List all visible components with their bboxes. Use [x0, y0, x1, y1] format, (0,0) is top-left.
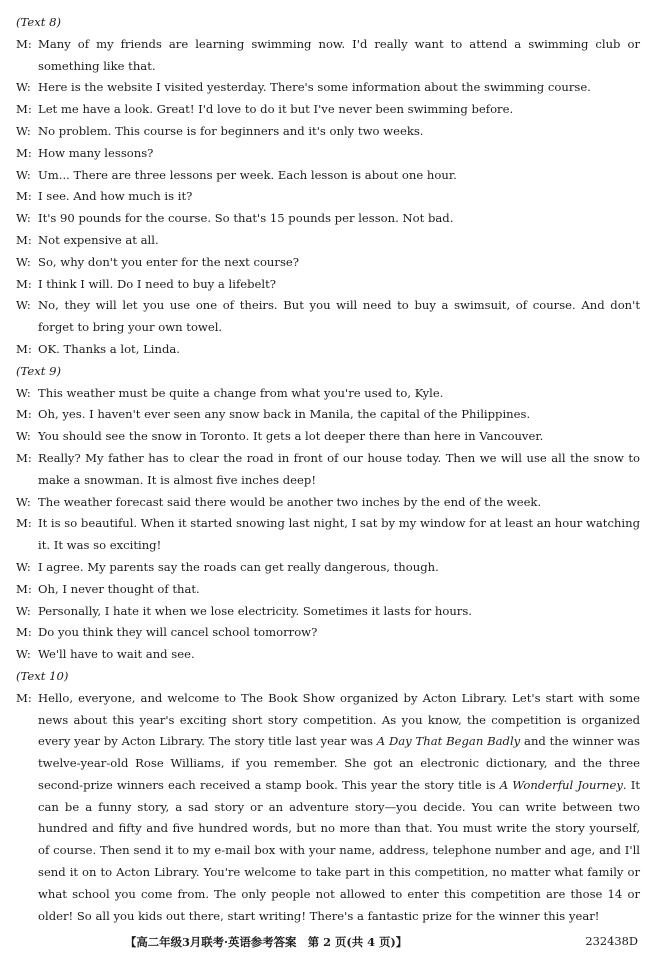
- dialogue-line: [16, 339, 640, 361]
- dialogue-text: This weather must be quite a change from what you're used to, Kyle.: [38, 385, 444, 400]
- dialogue-text: I see. And how much is it?: [38, 189, 193, 204]
- story-title-this-year: A Wonderful Journey: [499, 777, 623, 792]
- dialogue-line: [16, 383, 640, 405]
- dialogue-line: [16, 165, 640, 187]
- dialogue-line: [16, 121, 640, 143]
- speaker-label: M:: [16, 276, 32, 291]
- dialogue-line: [16, 557, 640, 579]
- speaker-label: M:: [16, 145, 32, 160]
- dialogue-line: [16, 448, 640, 492]
- speaker-label: W:: [16, 167, 31, 182]
- dialogue-line: [16, 230, 640, 252]
- speaker-label: M:: [16, 232, 32, 247]
- dialogue-text-8: [16, 34, 640, 361]
- dialogue-line: [16, 601, 640, 623]
- dialogue-line: [16, 208, 640, 230]
- section-label-text-8: (Text 8): [16, 15, 61, 29]
- dialogue-text: No, they will let you use one of theirs. But you will need to buy a swimsuit, of course. And don't forget to bring your own towel.: [38, 298, 640, 335]
- speaker-label: W:: [16, 494, 31, 509]
- speaker-label: W:: [16, 429, 31, 444]
- speaker-label: M:: [16, 581, 32, 596]
- speaker-label: M:: [16, 625, 32, 640]
- speaker-label: W:: [16, 603, 31, 618]
- dialogue-text: Personally, I hate it when we lose electricity. Sometimes it lasts for hours.: [38, 603, 472, 618]
- speaker-label: M:: [16, 450, 32, 465]
- section-label-text-10: (Text 10): [16, 668, 69, 683]
- speaker-label: W:: [16, 385, 31, 400]
- dialogue-line: [16, 143, 640, 165]
- speaker-label: M:: [16, 189, 32, 204]
- dialogue-text: The weather forecast said there would be another two inches by the end of the week.: [38, 494, 542, 509]
- monologue-line: [16, 688, 640, 928]
- dialogue-line: [16, 426, 640, 448]
- dialogue-line: [16, 492, 640, 514]
- dialogue-text: I think I will. Do I need to buy a lifebelt?: [38, 276, 276, 291]
- dialogue-line: [16, 295, 640, 339]
- footer-title: 【高二年级3月联考·英语参考答案 第 2 页(共 4 页)】: [125, 935, 408, 949]
- story-title-last-year: A Day That Began Badly: [376, 734, 521, 749]
- monologue-part: Hello, everyone, and welcome to The Book Show organized by Acton Library. Let's start with some news about this year's exciting short story competition. As you know, the competition is organized every year by Acton Library. The story title last year was: [38, 690, 640, 749]
- speaker-label: W:: [16, 123, 31, 138]
- speaker-label: M:: [16, 407, 32, 422]
- dialogue-line: [16, 579, 640, 601]
- footer-code: 232438D: [585, 934, 638, 948]
- dialogue-text: Many of my friends are learning swimming now. I'd really want to attend a swimming club or something like that.: [38, 36, 640, 73]
- dialogue-text: How many lessons?: [38, 145, 154, 160]
- dialogue-text: OK. Thanks a lot, Linda.: [38, 341, 180, 356]
- section-label-text-9: (Text 9): [16, 363, 61, 378]
- dialogue-text: It's 90 pounds for the course. So that's 15 pounds per lesson. Not bad.: [38, 211, 454, 226]
- speaker-label: M:: [16, 516, 32, 531]
- dialogue-text: Really? My father has to clear the road in front of our house today. Then we will use all the snow to make a snowman. It is almost five inches deep!: [38, 450, 640, 487]
- dialogue-text: Oh, yes. I haven't ever seen any snow back in Manila, the capital of the Philippines.: [38, 407, 531, 422]
- dialogue-line: [16, 513, 640, 557]
- dialogue-line: [16, 186, 640, 208]
- dialogue-line: [16, 34, 640, 78]
- dialogue-text: I agree. My parents say the roads can get really dangerous, though.: [38, 559, 439, 574]
- dialogue-line: [16, 252, 640, 274]
- dialogue-text: Let me have a look. Great! I'd love to do it but I've never been swimming before.: [38, 102, 514, 117]
- speaker-label: M:: [16, 690, 32, 705]
- dialogue-text: No problem. This course is for beginners and it's only two weeks.: [38, 123, 424, 138]
- dialogue-line: [16, 404, 640, 426]
- transcript-content: [16, 12, 640, 927]
- dialogue-text: Not expensive at all.: [38, 232, 159, 247]
- speaker-label: M:: [16, 341, 32, 356]
- speaker-label: W:: [16, 80, 31, 95]
- monologue-text: [38, 688, 640, 928]
- speaker-label: W:: [16, 559, 31, 574]
- dialogue-text-9: [16, 383, 640, 666]
- dialogue-line: [16, 77, 640, 99]
- dialogue-text: You should see the snow in Toronto. It gets a lot deeper there than here in Vancouver.: [38, 429, 544, 444]
- dialogue-text: It is so beautiful. When it started snowing last night, I sat by my window for at least an hour watching it. It was so exciting!: [38, 516, 640, 553]
- page-footer: [0, 934, 648, 956]
- dialogue-text: Um... There are three lessons per week. Each lesson is about one hour.: [38, 167, 457, 182]
- dialogue-text: We'll have to wait and see.: [38, 647, 195, 662]
- speaker-label: M:: [16, 36, 32, 51]
- dialogue-line: [16, 644, 640, 666]
- dialogue-line: [16, 274, 640, 296]
- dialogue-line: [16, 622, 640, 644]
- speaker-label: W:: [16, 647, 31, 662]
- monologue-part: and the winner was twelve-year-old Rose Williams, if you remember. She got an electronic dictionary, and the three second-prize winners each received a stamp book. This year the story title is: [38, 734, 640, 792]
- dialogue-text: Here is the website I visited yesterday. There's some information about the swimming course.: [38, 80, 591, 95]
- speaker-label: M:: [16, 102, 32, 117]
- speaker-label: W:: [16, 211, 31, 226]
- speaker-label: W:: [16, 254, 31, 269]
- monologue-part: . It can be a funny story, a sad story or an adventure story—you decide. You can write between two hundred and fifty and five hundred words, but no more than that. You must write the story yourself, of course. Then send it to my e-mail box with your name, address, telephone number and age, and I'll send it on to Acton Library. You're welcome to take part in this competition, no matter what family or what school you come from. The only people not allowed to enter this competition are those 14 or older! So all you kids out there, start writing! There's a fantastic prize for the winner this year!: [38, 777, 640, 923]
- dialogue-text: Oh, I never thought of that.: [38, 581, 200, 596]
- dialogue-line: [16, 99, 640, 121]
- speaker-label: W:: [16, 298, 31, 313]
- dialogue-text: Do you think they will cancel school tomorrow?: [38, 625, 318, 640]
- dialogue-text: So, why don't you enter for the next course?: [38, 254, 299, 269]
